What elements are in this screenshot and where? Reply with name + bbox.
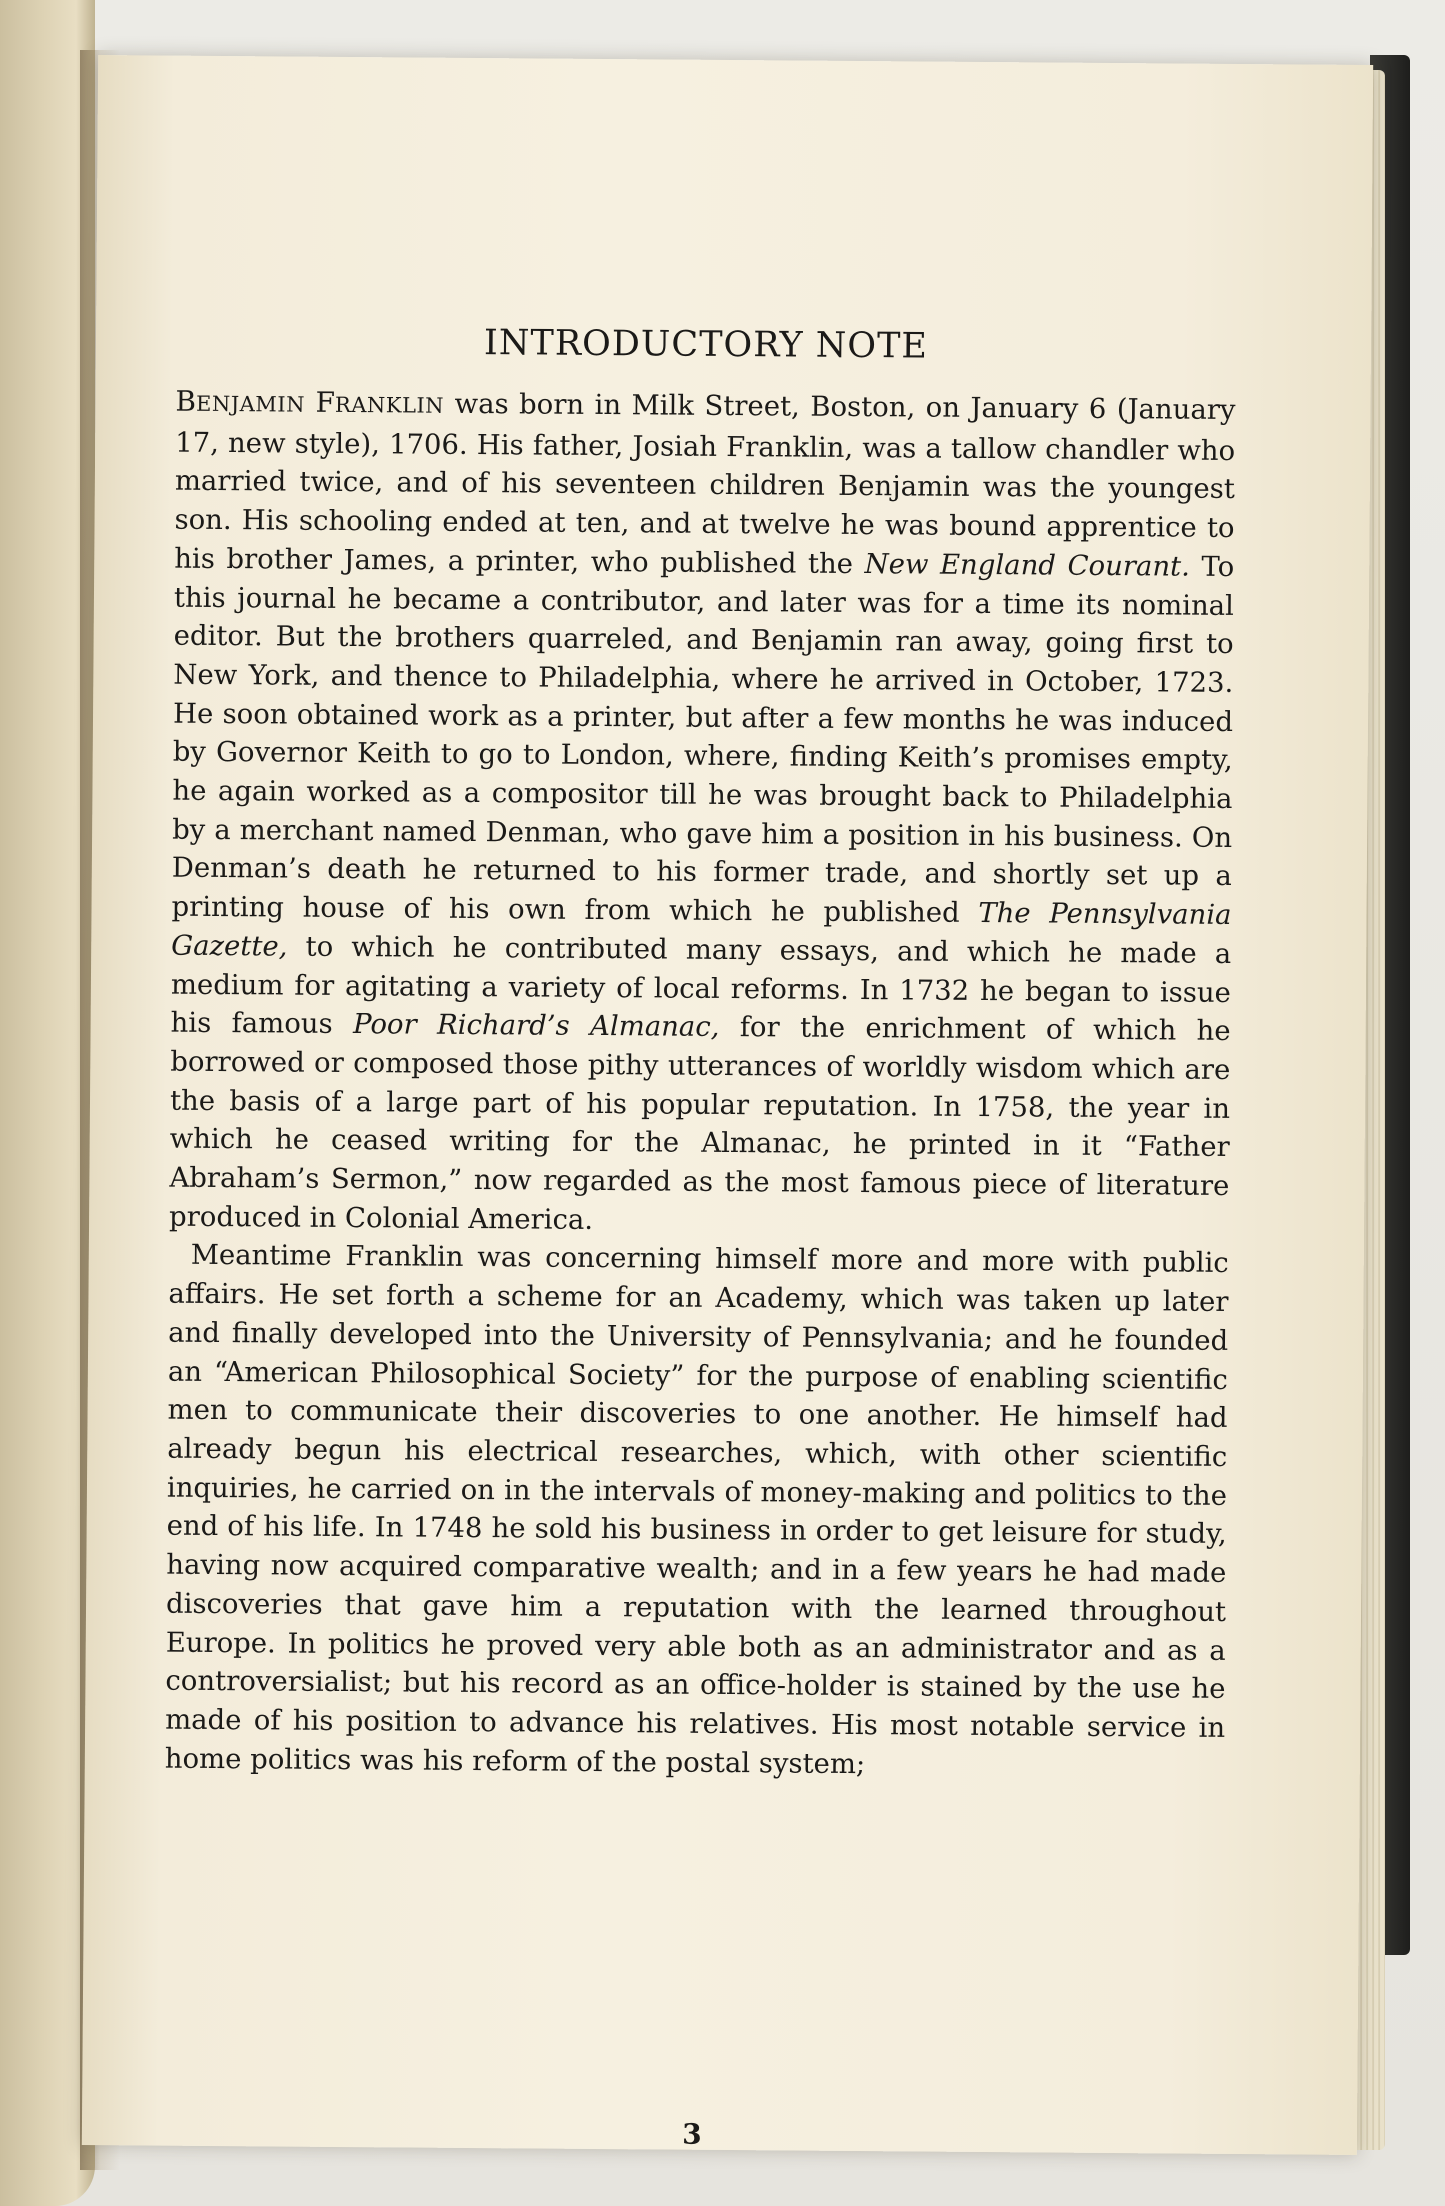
paragraph-2: Meantime Franklin was concerning himself more and more with public affairs. He set forth a scheme for an Academy, which was taken up later and finally developed into the University of Pennsylvania; and he founded an “American Philosophical Society” for the purpose of enabling scientific men to communicate their discoveries to one another. He himself had already begun his electrical researches, which, with other scientific inquiries, he carried on in the intervals of money-making and politics to the end of his life. In 1748 he sold his business in order to get leisure for study, having now acquired comparative wealth; and in a few years he had made discoveries that gave him a reputation with the learned throughout Europe. In politics he proved very able both as an administrator and as a controversialist; but his record as an office-holder is stained by the use he made of his position to advance his relatives. His most notable service in home politics was his reform of the postal system; [164,1239,1229,1780]
page-heading: INTRODUCTORY NOTE [483,323,929,367]
paragraph-1-text-c: to which he contributed many essays, and which he made a medium for agitating a variety of local reforms. In 1732 he began to issue his famous [170,930,1232,1041]
paragraph-1-text-b: To this journal he became a contributor, and later was for a time its nominal editor. But the brothers quarreled, and Benjamin ran away, going first to New York, and thence to Philadelphia, where he arrived in October, 1723. He soon obtained work as a printer, but after a few months he was induced by Governor Keith to go to London, where, finding Keith’s promises empty, he again worked as a compositor till he was brought back to Philadelphia by a merchant named Denman, who gave him a position in his business. On Denman’s death he returned to his former trade, and shortly set up a printing house of his own from which he published [171,550,1235,930]
paragraph-1-text-d: for the enrichment of which he borrowed or composed those pithy utterances of worldly wisdom which are the basis of a large part of his popular reputation. In 1758, the year in which he ceased writing for the Almanac, he printed in it “Father Abraham’s Sermon,” now regarded as the most famous piece of literature produced in Colonial America. [168,1011,1231,1236]
paragraph-1-text-a: was born in Milk Street, Boston, on January 6 (January 17, new style), 1706. His father, Josiah Franklin, was a tallow chandler who married twice, and of his seventeen children Benjamin was the youngest son. His schooling ended at ten, and at twelve he was bound apprentice to his brother James, a printer, who published the [174,387,1236,580]
italic-title-poor-richards-almanac: Poor Richard’s Almanac, [352,1008,720,1044]
book-page [82,55,1373,2155]
page-text-block [164,321,1236,2151]
small-caps-initial: F [315,385,336,419]
paragraph-1 [169,383,1236,1245]
small-caps-text: RANKLIN [334,392,445,418]
small-caps-initial: B [175,384,197,418]
italic-title-new-england-courant: New England Courant. [864,547,1191,583]
page-number: 3 [682,2117,702,2151]
italic-title-pennsylvania-gazette: The Pennsylvania Gazette, [171,897,1232,963]
small-caps-text: ENJAMIN [195,391,306,417]
